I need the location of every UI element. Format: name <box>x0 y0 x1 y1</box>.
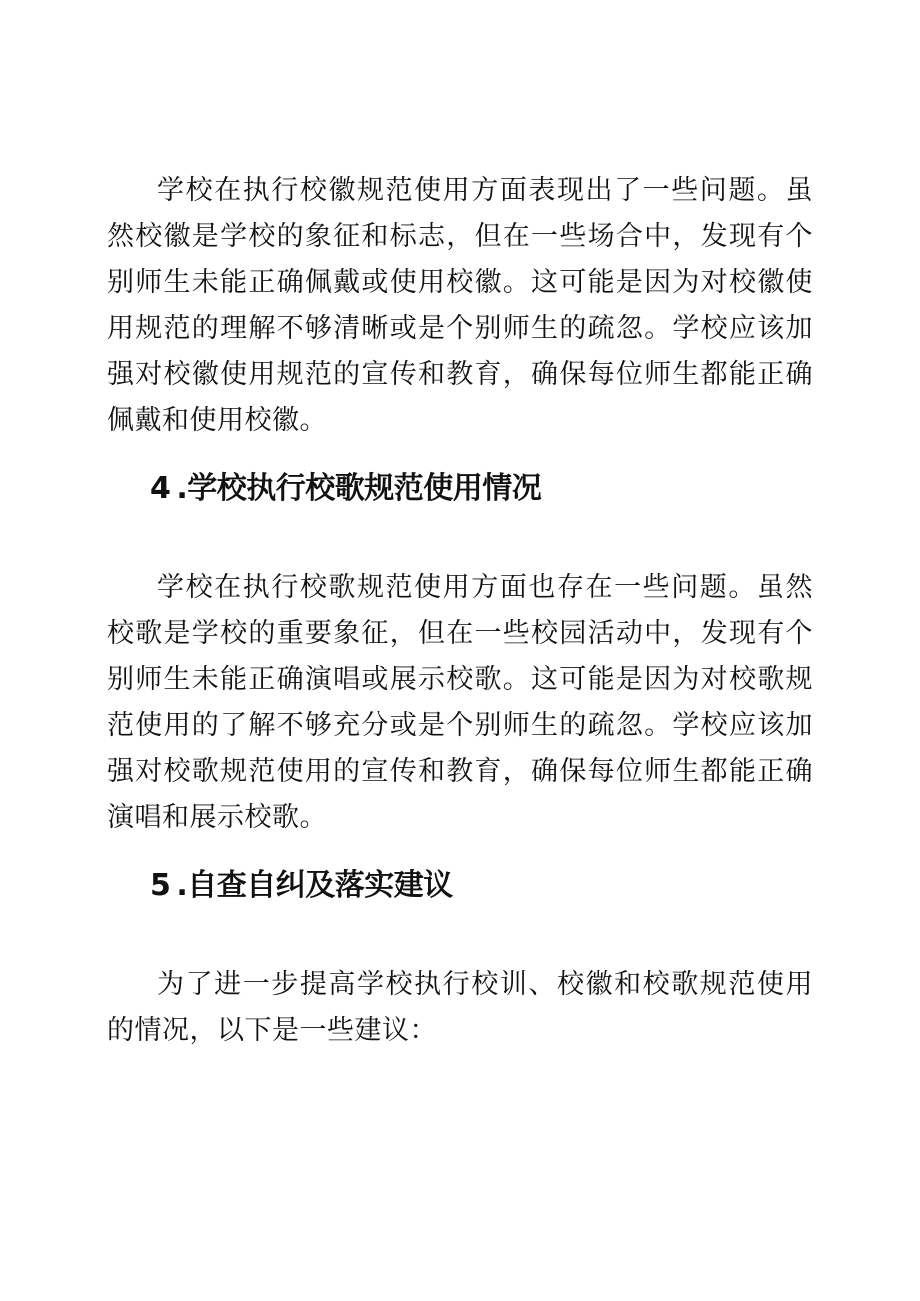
paragraph-school-badge-usage: 学校在执行校徽规范使用方面表现出了一些问题。虽然校徽是学校的象征和标志，但在一些场合中，发现有个别师生未能正确佩戴或使用校徽。这可能是因为对校徽使用规范的理解不够清晰或是个别师生的疏忽。学校应该加强对校徽使用规范的宣传和教育，确保每位师生都能正确佩戴和使用校徽。 <box>107 175 813 436</box>
section-heading-4 <box>150 469 541 509</box>
section-number: 5 <box>150 868 171 903</box>
paragraph-suggestions-intro: 为了进一步提高学校执行校训、校徽和校歌规范使用的情况，以下是一些建议： <box>107 969 813 1046</box>
section-title: .学校执行校歌规范使用情况 <box>176 471 542 506</box>
section-heading-5 <box>150 866 453 906</box>
section-number: 4 <box>150 471 171 506</box>
paragraph-school-song-usage: 学校在执行校歌规范使用方面也存在一些问题。虽然校歌是学校的重要象征，但在一些校园活动中，发现有个别师生未能正确演唱或展示校歌。这可能是因为对校歌规范使用的了解不够充分或是个别师生的疏忽。学校应该加强对校歌规范使用的宣传和教育，确保每位师生都能正确演唱和展示校歌。 <box>107 572 813 833</box>
section-title: .自查自纠及落实建议 <box>176 868 453 903</box>
